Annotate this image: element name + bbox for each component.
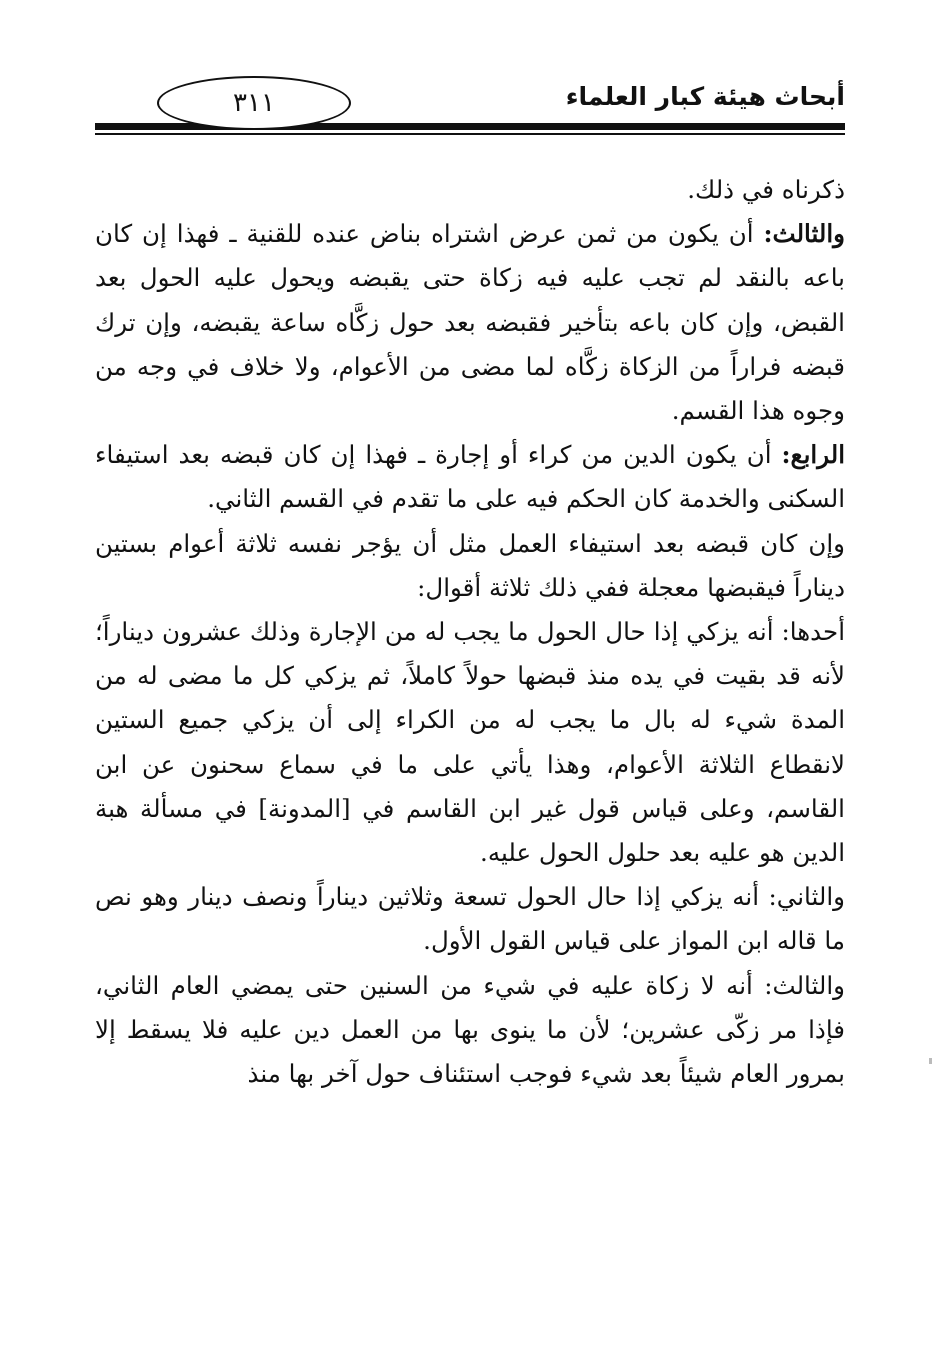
header-rule-thin [95,133,845,135]
page-body [95,168,845,1096]
paragraph-lead: الرابع: [781,440,845,470]
paragraph-3 [95,433,845,521]
paragraph-4 [95,522,845,610]
paragraph-text: والثالث: أنه لا زكاة عليه في شيء من السنين حتى يمضي العام الثاني، فإذا مر زكّى عشرين؛ لأن ما ينوى بها من العمل دين عليه فلا يسقط إلا بمرور العام شيئاً بعد شيء فوجب استئناف حول آخر بها منذ [95,970,845,1089]
page-number: ٣١١ [233,88,275,118]
paragraph-lead: والثالث: [763,219,845,249]
paragraph-text: ذكرناه في ذلك. [687,175,845,204]
paragraph-6 [95,875,845,963]
paragraph-text: أن يكون الدين من كراء أو إجارة ـ فهذا إن كان قبضه بعد استيفاء السكنى والخدمة كان الحكم فيه على ما تقدم في القسم الثاني. [95,440,845,514]
paragraph-5 [95,610,845,875]
scan-mark [929,1058,932,1064]
paragraph-7 [95,964,845,1097]
paragraph-text: أحدها: أنه يزكي إذا حال الحول ما يجب له من الإجارة وذلك عشرون ديناراً؛ لأنه قد بقيت في يده منذ قبضها حولاً كاملاً، ثم يزكي كل ما مضى له من المدة شيء له بال ما يجب له من الكراء إلى أن يزكي جميع الستين لانقطاع الثلاثة الأعوام، وهذا يأتي على ما في سماع سحنون عن ابن القاسم، وعلى قياس قول غير ابن القاسم في [المدونة] في مسألة هبة الدين هو عليه بعد حلول الحول عليه. [95,617,845,868]
book-title: أبحاث هيئة كبار العلماء [565,82,845,111]
paragraph-1 [95,168,845,212]
paragraph-2 [95,212,845,433]
page-number-badge [157,76,351,130]
paragraph-text: وإن كان قبضه بعد استيفاء العمل مثل أن يؤجر نفسه ثلاثة أعوام بستين ديناراً فيقبضها معجلة ففي ذلك ثلاثة أقوال: [95,528,845,602]
paragraph-text: أن يكون من ثمن عرض اشتراه بناض عنده للقنية ـ فهذا إن كان باعه بالنقد لم تجب عليه فيه زكاة حتى يقبضه ويحول عليه الحول بعد القبض، وإن كان باعه بتأخير فقبضه بعد حول زكَّاه ساعة يقبضه، وإن ترك قبضه فراراً من الزكاة زكَّاه لما مضى من الأعوام، ولا خلاف في وجه من وجوه هذا القسم. [95,219,845,426]
page-header [95,70,845,140]
paragraph-text: والثاني: أنه يزكي إذا حال الحول تسعة وثلاثين ديناراً ونصف دينار وهو نص ما قاله ابن المواز على قياس القول الأول. [95,882,845,956]
